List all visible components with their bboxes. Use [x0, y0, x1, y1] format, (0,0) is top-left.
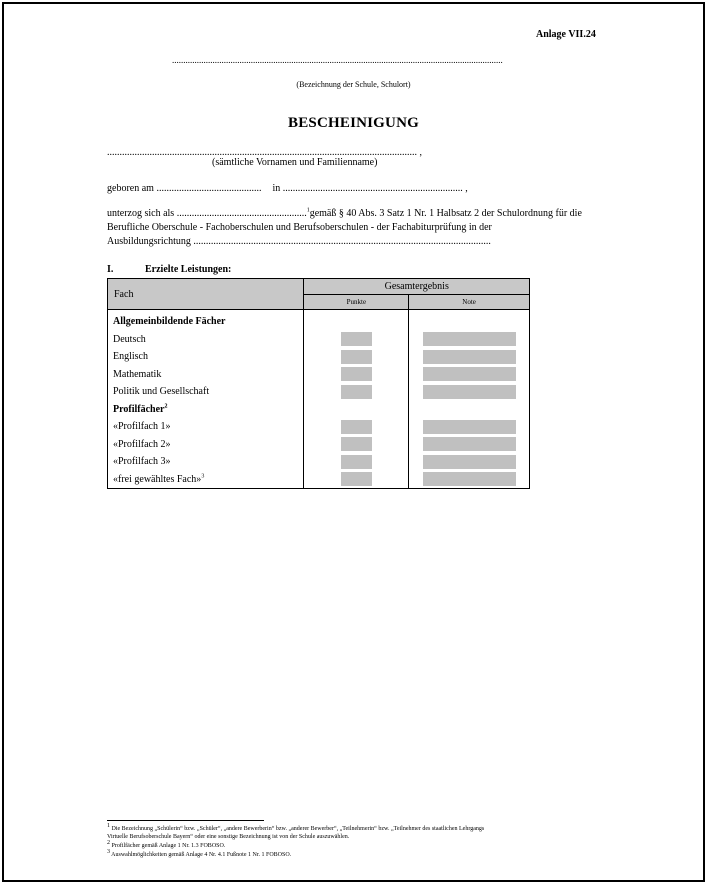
footnote-3: $^3$ Auswahlmöglichkeiten gemäß Anlage 4 Nr. 4.1 Fußnote 1 Nr. 1 FOBOSO.	[107, 849, 292, 858]
exam-line-2: Berufliche Oberschule - Fachoberschulen und Berufsoberschulen - der Fachabiturprüfung in der	[107, 222, 492, 233]
footnote-ref-1: 1	[306, 207, 310, 214]
footnote-ref-3: 3	[201, 473, 205, 480]
subject-englisch: Englisch	[113, 351, 148, 362]
school-name-field[interactable]: ...................................................................................................................................................	[172, 55, 503, 65]
note-column	[409, 310, 530, 489]
punkte-field-profilfach-2[interactable]	[341, 437, 372, 451]
birthplace-field[interactable]: ........................................................................	[282, 183, 463, 194]
exam-legal-text: gemäß § 40 Abs. 3 Satz 1 Nr. 1 Halbsatz 2 der Schulordnung für die	[309, 208, 582, 219]
ausbildungsrichtung-field[interactable]: .......................................................................................................................	[193, 236, 491, 247]
punkte-field-deutsch[interactable]	[341, 332, 372, 346]
exam-intro: unterzog sich als	[107, 208, 175, 219]
header-gesamtergebnis: Gesamtergebnis	[304, 279, 530, 295]
exam-line-3	[107, 236, 491, 247]
subject-profilfach-2: «Profilfach 2»	[113, 438, 171, 450]
subject-profilfach-1: «Profilfach 1»	[113, 421, 171, 432]
subject-mathematik: Mathematik	[113, 368, 162, 380]
note-field-profilfach-3[interactable]	[423, 455, 516, 469]
punkte-field-profilfach-3[interactable]	[341, 455, 372, 469]
section-title: Erzielte Leistungen:	[145, 264, 232, 275]
exam-line-1	[107, 208, 582, 219]
name-comma: ,	[419, 147, 422, 158]
section-heading	[107, 264, 231, 275]
birthdate-field[interactable]: ..........................................	[156, 183, 262, 194]
punkte-field-politik[interactable]	[341, 385, 372, 399]
footnote-1: $^1$ Die Bezeichnung „Schülerin“ bzw. „Schüler“, „andere Bewerberin“ bzw. „anderer Bewerber“, „Teilnehmerin“ bzw. „Teilnehmer des staatlichen Lehrgangs	[107, 823, 485, 832]
subject-politik: Politik und Gesellschaft	[113, 386, 210, 397]
birth-comma: ,	[465, 183, 468, 194]
note-field-profilfach-2[interactable]	[423, 437, 516, 451]
footnote-divider	[107, 820, 264, 821]
header-note: Note	[409, 295, 530, 310]
punkte-field-mathematik[interactable]	[341, 367, 372, 381]
school-caption: (Bezeichnung der Schule, Schulort)	[296, 80, 411, 89]
grades-table	[107, 278, 530, 489]
footnote-ref-2: 2	[164, 403, 168, 410]
note-field-profilfach-1[interactable]	[423, 420, 516, 434]
subject-deutsch: Deutsch	[113, 333, 146, 345]
name-caption: (sämtliche Vornamen und Familienname)	[212, 157, 378, 168]
name-field[interactable]: ............................................................................................................................	[107, 147, 417, 158]
footnote-1-cont: Virtuelle Berufsoberschule Bayern“ oder eine sonstige Bezeichnung ist von der Schule auszuwählen.	[107, 834, 350, 840]
subject-profilfach-3: «Profilfach 3»	[113, 456, 171, 467]
anlage-label: Anlage VII.24	[536, 29, 596, 40]
punkte-column	[304, 310, 409, 489]
note-field-frei[interactable]	[423, 472, 516, 486]
ausbildungsrichtung-label: Ausbildungsrichtung	[107, 236, 191, 247]
punkte-field-frei[interactable]	[341, 472, 372, 486]
header-fach: Fach	[108, 279, 304, 310]
document-title: BESCHEINIGUNG	[288, 115, 419, 131]
header-punkte: Punkte	[304, 295, 409, 310]
in-label: in	[272, 183, 281, 194]
note-field-mathematik[interactable]	[423, 367, 516, 381]
group-allgemeinbildend: Allgemeinbildende Fächer	[113, 316, 226, 327]
birth-line	[107, 183, 468, 194]
note-field-politik[interactable]	[423, 385, 516, 399]
subject-frei-gewaehlt: «frei gewähltes Fach»$^3$	[113, 473, 205, 485]
note-field-deutsch[interactable]	[423, 332, 516, 346]
section-number: I.	[107, 264, 114, 275]
punkte-field-englisch[interactable]	[341, 350, 372, 364]
punkte-field-profilfach-1[interactable]	[341, 420, 372, 434]
subjects-column	[108, 310, 304, 489]
note-field-englisch[interactable]	[423, 350, 516, 364]
group-profilfaecher: Profilfächer$^2$	[113, 403, 168, 415]
role-field[interactable]: ....................................................	[176, 208, 307, 219]
footnote-2: $^2$ Profilfächer gemäß Anlage 1 Nr. 1.3 FOBOSO.	[107, 840, 226, 849]
born-label: geboren am	[107, 183, 154, 194]
